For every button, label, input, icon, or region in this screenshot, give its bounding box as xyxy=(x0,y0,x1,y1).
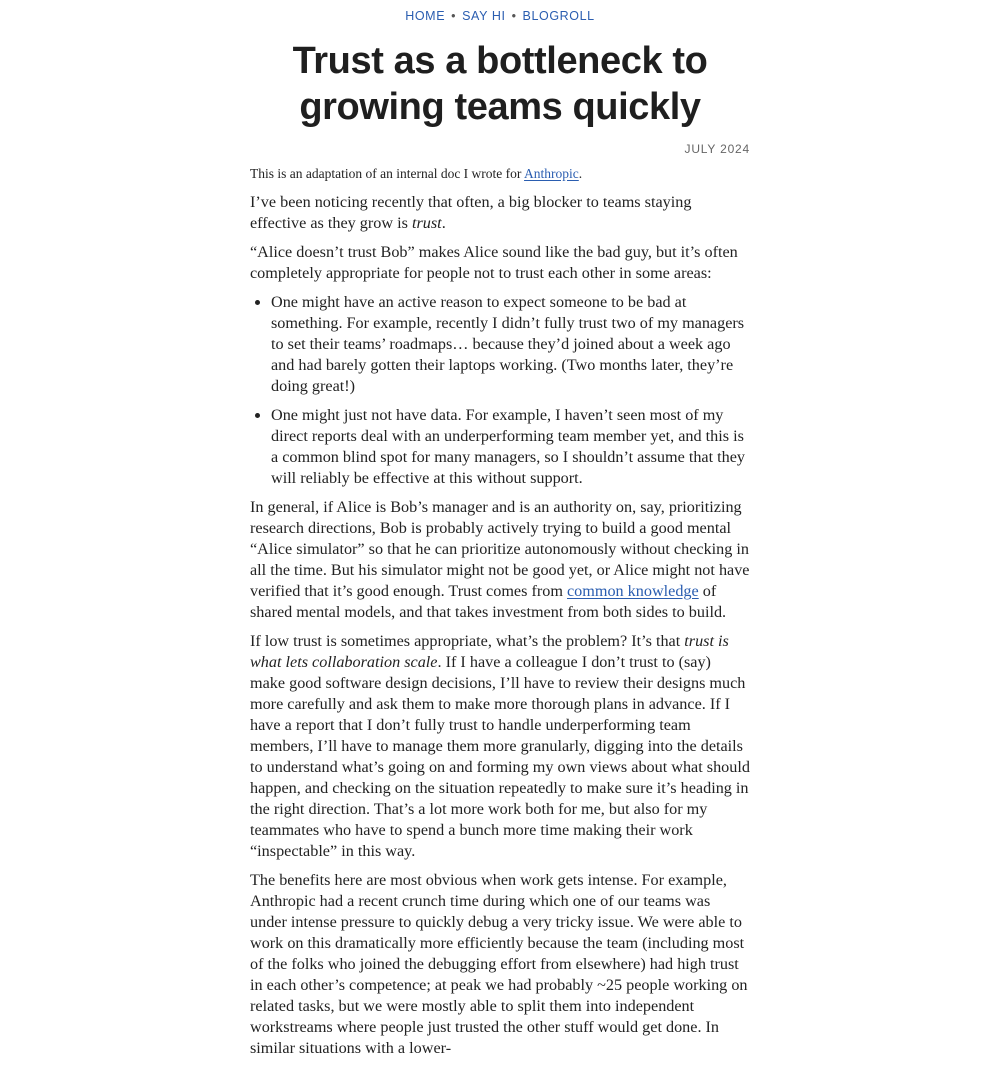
nav-separator: • xyxy=(511,9,517,23)
paragraph-4-emphasis: trust is what lets collaboration scale xyxy=(250,632,729,671)
paragraph-2: “Alice doesn’t trust Bob” makes Alice sound like the bad guy, but it’s often completely appropriate for people not to trust each other in some areas: xyxy=(250,243,738,282)
common-knowledge-link[interactable]: common knowledge xyxy=(566,582,699,600)
nav-link-home[interactable]: HOME xyxy=(405,9,446,23)
intro-note xyxy=(250,165,750,183)
top-nav xyxy=(0,9,1000,23)
paragraph-1-emphasis: trust xyxy=(411,214,442,232)
intro-text-end: . xyxy=(578,166,583,181)
paragraph-1 xyxy=(250,192,750,234)
nav-link-say-hi[interactable]: SAY HI xyxy=(462,9,506,23)
paragraph-1-text: I’ve been noticing recently that often, a big blocker to teams staying effective as they grow is xyxy=(250,193,692,232)
trust-reasons-list xyxy=(250,292,750,489)
post-title-line-1: Trust as a bottleneck to xyxy=(292,40,708,82)
post-body xyxy=(250,165,750,1067)
paragraph-3-text: In general, if Alice is Bob’s manager and is an authority on, say, prioritizing research directions, Bob is probably actively trying to build a good mental “Alice simulator” so that he can prioritize autonomously without checking in all the time. But his simulator might not be good yet, or Alice might not have verified that it’s good enough. Trust comes from xyxy=(250,498,750,600)
paragraph-4 xyxy=(250,631,750,862)
post-title-line-2: growing teams quickly xyxy=(299,86,701,128)
paragraph-4-end: . If I have a colleague I don’t trust to (say) make good software design decisions, I’ll have to review their designs much more carefully and ask them to make more thorough plans in advance. If I have a report that I don’t fully trust to handle underperforming team members, I’ll have to manage them more granularly, digging into the details to understand what’s going on and forming my own views about what should happen, and checking on the situation repeatedly to make sure it’s heading in the right direction. That’s a lot more work both for me, but also for my teammates who have to spend a bunch more time making their work “inspectable” in this way. xyxy=(250,653,750,860)
post-title xyxy=(200,38,800,130)
intro-text: This is an adaptation of an internal doc I wrote for xyxy=(250,166,525,181)
anthropic-link[interactable]: Anthropic xyxy=(524,166,579,181)
paragraph-3 xyxy=(250,497,750,623)
paragraph-5: The benefits here are most obvious when work gets intense. For example, Anthropic had a recent crunch time during which one of our teams was under intense pressure to quickly debug a very tricky issue. We were able to work on this dramatically more efficiently because the team (including most of the folks who joined the debugging effort from elsewhere) had high trust in each other’s competence; at peak we had probably ~25 people working on related tasks, but we were mostly able to split them into independent workstreams where people just trusted the other stuff would get done. In similar situations with a lower- xyxy=(250,871,748,1057)
nav-link-blogroll[interactable]: BLOGROLL xyxy=(522,9,595,23)
paragraph-3-end: of shared mental models, and that takes investment from both sides to build. xyxy=(250,582,727,621)
nav-separator: • xyxy=(451,9,457,23)
post-date: JULY 2024 xyxy=(684,142,750,156)
list-item: • One might just not have data. For example, I haven’t seen most of my direct reports deal with an underperforming team member yet, and this is a common blind spot for many managers, so I shouldn’t assume that they will reliably be effective at this without support. xyxy=(271,405,750,489)
list-item: • One might have an active reason to expect someone to be bad at something. For example, recently I didn’t fully trust two of my managers to set their teams’ roadmaps… because they’d joined about a week ago and had barely gotten their laptops working. (Two months later, they’re doing great!) xyxy=(271,292,750,397)
paragraph-4-text: If low trust is sometimes appropriate, what’s the problem? It’s that xyxy=(250,632,685,650)
paragraph-1-end: . xyxy=(441,214,446,232)
